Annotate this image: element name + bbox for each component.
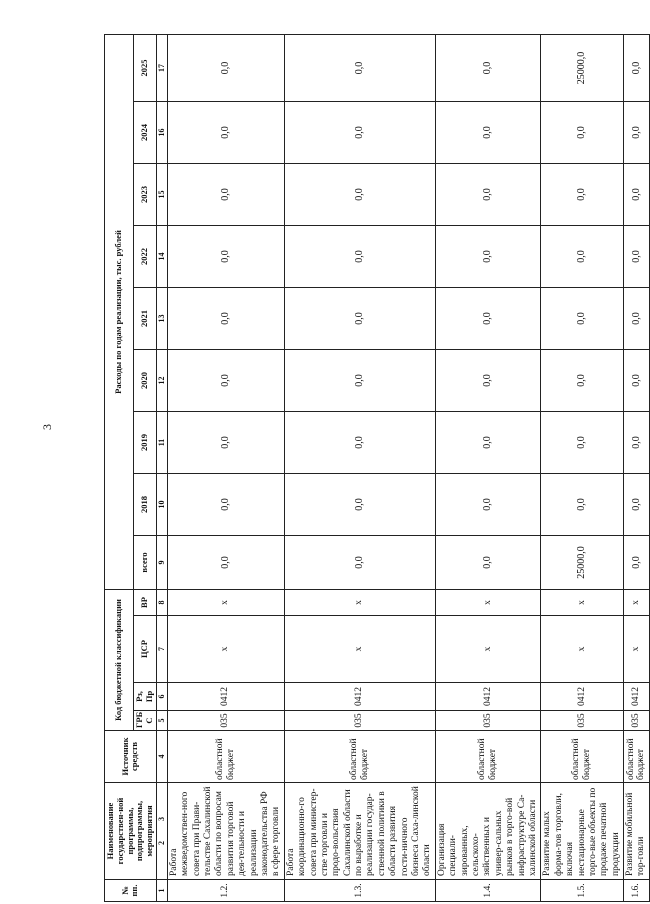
row-rzpr: 0412 xyxy=(167,683,284,711)
row-year-value: 0,0 xyxy=(541,474,624,536)
column-number: 12 xyxy=(156,350,167,412)
header-year: 2025 xyxy=(133,34,156,101)
row-year-value: 0,0 xyxy=(167,34,284,101)
table-row xyxy=(624,34,650,901)
row-vr: x xyxy=(167,590,284,616)
row-year-value: 0,0 xyxy=(284,34,435,101)
row-csr: x xyxy=(435,616,541,683)
row-number: 1.5. xyxy=(541,880,624,902)
row-source: областной бюджет xyxy=(435,731,541,783)
row-number: 1.6. xyxy=(624,880,650,902)
row-year-value: 0,0 xyxy=(167,288,284,350)
row-year-value: 0,0 xyxy=(435,34,541,101)
row-year-value: 0,0 xyxy=(435,412,541,474)
table-row xyxy=(435,34,541,901)
header-year: 2022 xyxy=(133,226,156,288)
row-year-value: 0,0 xyxy=(624,164,650,226)
row-total: 0,0 xyxy=(167,536,284,590)
row-rzpr: 0412 xyxy=(435,683,541,711)
row-name: Развитие мобильной тор-говли xyxy=(624,783,650,880)
header-year: 2019 xyxy=(133,412,156,474)
rotated-table-wrapper xyxy=(104,35,647,902)
row-year-value: 0,0 xyxy=(541,412,624,474)
header-no: № пп. xyxy=(105,880,157,902)
row-name: Работа координационно-го совета при министер-стве торговли и продо-вольствия Сахалинской области по выработке и реализации государ-ственной политики в области развития гости-ничного бизнеса Саха-линской области xyxy=(284,783,435,880)
row-year-value: 0,0 xyxy=(624,474,650,536)
column-number: 17 xyxy=(156,34,167,101)
header-year: 2024 xyxy=(133,102,156,164)
row-year-value: 0,0 xyxy=(284,226,435,288)
header-grbs: ГРБ С xyxy=(133,711,156,731)
row-year-value: 0,0 xyxy=(167,474,284,536)
row-rzpr: 0412 xyxy=(284,683,435,711)
row-total: 0,0 xyxy=(435,536,541,590)
row-year-value: 0,0 xyxy=(541,226,624,288)
row-rzpr: 0412 xyxy=(541,683,624,711)
row-year-value: 0,0 xyxy=(167,226,284,288)
row-total: 25000,0 xyxy=(541,536,624,590)
row-source: областной бюджет xyxy=(624,731,650,783)
column-number: 1 xyxy=(156,880,167,902)
column-number: 9 xyxy=(156,536,167,590)
header-vr: ВР xyxy=(133,590,156,616)
row-source: областной бюджет xyxy=(541,731,624,783)
column-number: 6 xyxy=(156,683,167,711)
row-number: 1.3. xyxy=(284,880,435,902)
row-csr: x xyxy=(167,616,284,683)
column-number: 4 xyxy=(156,731,167,783)
row-vr: x xyxy=(435,590,541,616)
row-number: 1.4. xyxy=(435,880,541,902)
header-year: 2023 xyxy=(133,164,156,226)
column-number-row xyxy=(156,34,167,901)
row-number: 1.2. xyxy=(167,880,284,902)
column-number: 15 xyxy=(156,164,167,226)
row-year-value: 0,0 xyxy=(541,164,624,226)
row-year-value: 0,0 xyxy=(284,474,435,536)
column-number: 11 xyxy=(156,412,167,474)
row-name: Развитие малых форма-тов торговли, включая нестационарные торго-вые объекты по продаже печатной продукции xyxy=(541,783,624,880)
row-name: Работа межведомствен-ного совета при Прави-тельстве Сахалинской области по вопросам развития торговой дея-тельности и реализации законодательства РФ в сфере торговли xyxy=(167,783,284,880)
column-number: 7 xyxy=(156,616,167,683)
row-source: областной бюджет xyxy=(284,731,435,783)
row-year-value: 0,0 xyxy=(167,412,284,474)
row-year-value: 0,0 xyxy=(284,288,435,350)
row-year-value: 0,0 xyxy=(284,102,435,164)
row-total: 0,0 xyxy=(624,536,650,590)
row-year-value: 0,0 xyxy=(435,474,541,536)
row-year-value: 0,0 xyxy=(435,226,541,288)
row-year-value: 0,0 xyxy=(284,164,435,226)
header-rzpr: Рз, Пр xyxy=(133,683,156,711)
row-csr: x xyxy=(284,616,435,683)
row-source: областной бюджет xyxy=(167,731,284,783)
header-expenses: Расходы по годам реализации, тыс. рублей xyxy=(105,34,134,589)
header-year: 2021 xyxy=(133,288,156,350)
header-year: 2018 xyxy=(133,474,156,536)
row-year-value: 0,0 xyxy=(167,350,284,412)
header-csr: ЦСР xyxy=(133,616,156,683)
row-year-value: 0,0 xyxy=(541,288,624,350)
row-year-value: 0,0 xyxy=(624,34,650,101)
column-number: 10 xyxy=(156,474,167,536)
row-year-value: 0,0 xyxy=(541,350,624,412)
row-year-value: 0,0 xyxy=(167,164,284,226)
row-year-value: 0,0 xyxy=(284,412,435,474)
header-source: Источник средств xyxy=(105,731,157,783)
row-csr: x xyxy=(624,616,650,683)
header-year: 2020 xyxy=(133,350,156,412)
row-grbs: 035 xyxy=(167,711,284,731)
row-grbs: 035 xyxy=(435,711,541,731)
column-number: 8 xyxy=(156,590,167,616)
header-name: Наименование государствен-ной программы, подпрограммы, мероприятия xyxy=(105,783,157,880)
row-year-value: 0,0 xyxy=(435,164,541,226)
row-vr: x xyxy=(541,590,624,616)
column-number: 13 xyxy=(156,288,167,350)
column-number: 16 xyxy=(156,102,167,164)
row-year-value: 0,0 xyxy=(167,102,284,164)
row-year-value: 0,0 xyxy=(541,102,624,164)
row-year-value: 0,0 xyxy=(435,288,541,350)
table-row xyxy=(284,34,435,901)
header-budget-code: Код бюджетной классификации xyxy=(105,590,134,731)
row-total: 0,0 xyxy=(284,536,435,590)
table-row xyxy=(167,34,284,901)
header-total: всего xyxy=(133,536,156,590)
row-vr: x xyxy=(284,590,435,616)
row-grbs: 035 xyxy=(284,711,435,731)
row-name: Организация специали-зированных, сельскохо-зяйственных и универ-сальных рынков в торго-вой инфраструктуре Са-халинской области xyxy=(435,783,541,880)
row-year-value: 0,0 xyxy=(624,288,650,350)
column-number: 14 xyxy=(156,226,167,288)
table-row xyxy=(541,34,624,901)
row-year-value: 0,0 xyxy=(624,350,650,412)
row-year-value: 25000,0 xyxy=(541,34,624,101)
page-number: 3 xyxy=(40,424,54,430)
row-grbs: 035 xyxy=(624,711,650,731)
column-number: 5 xyxy=(156,711,167,731)
row-year-value: 0,0 xyxy=(435,102,541,164)
row-rzpr: 0412 xyxy=(624,683,650,711)
row-year-value: 0,0 xyxy=(435,350,541,412)
row-year-value: 0,0 xyxy=(624,102,650,164)
row-grbs: 035 xyxy=(541,711,624,731)
row-year-value: 0,0 xyxy=(284,350,435,412)
column-number: 2 3 xyxy=(156,783,167,880)
row-year-value: 0,0 xyxy=(624,226,650,288)
row-vr: x xyxy=(624,590,650,616)
budget-table xyxy=(104,34,650,902)
row-csr: x xyxy=(541,616,624,683)
row-year-value: 0,0 xyxy=(624,412,650,474)
